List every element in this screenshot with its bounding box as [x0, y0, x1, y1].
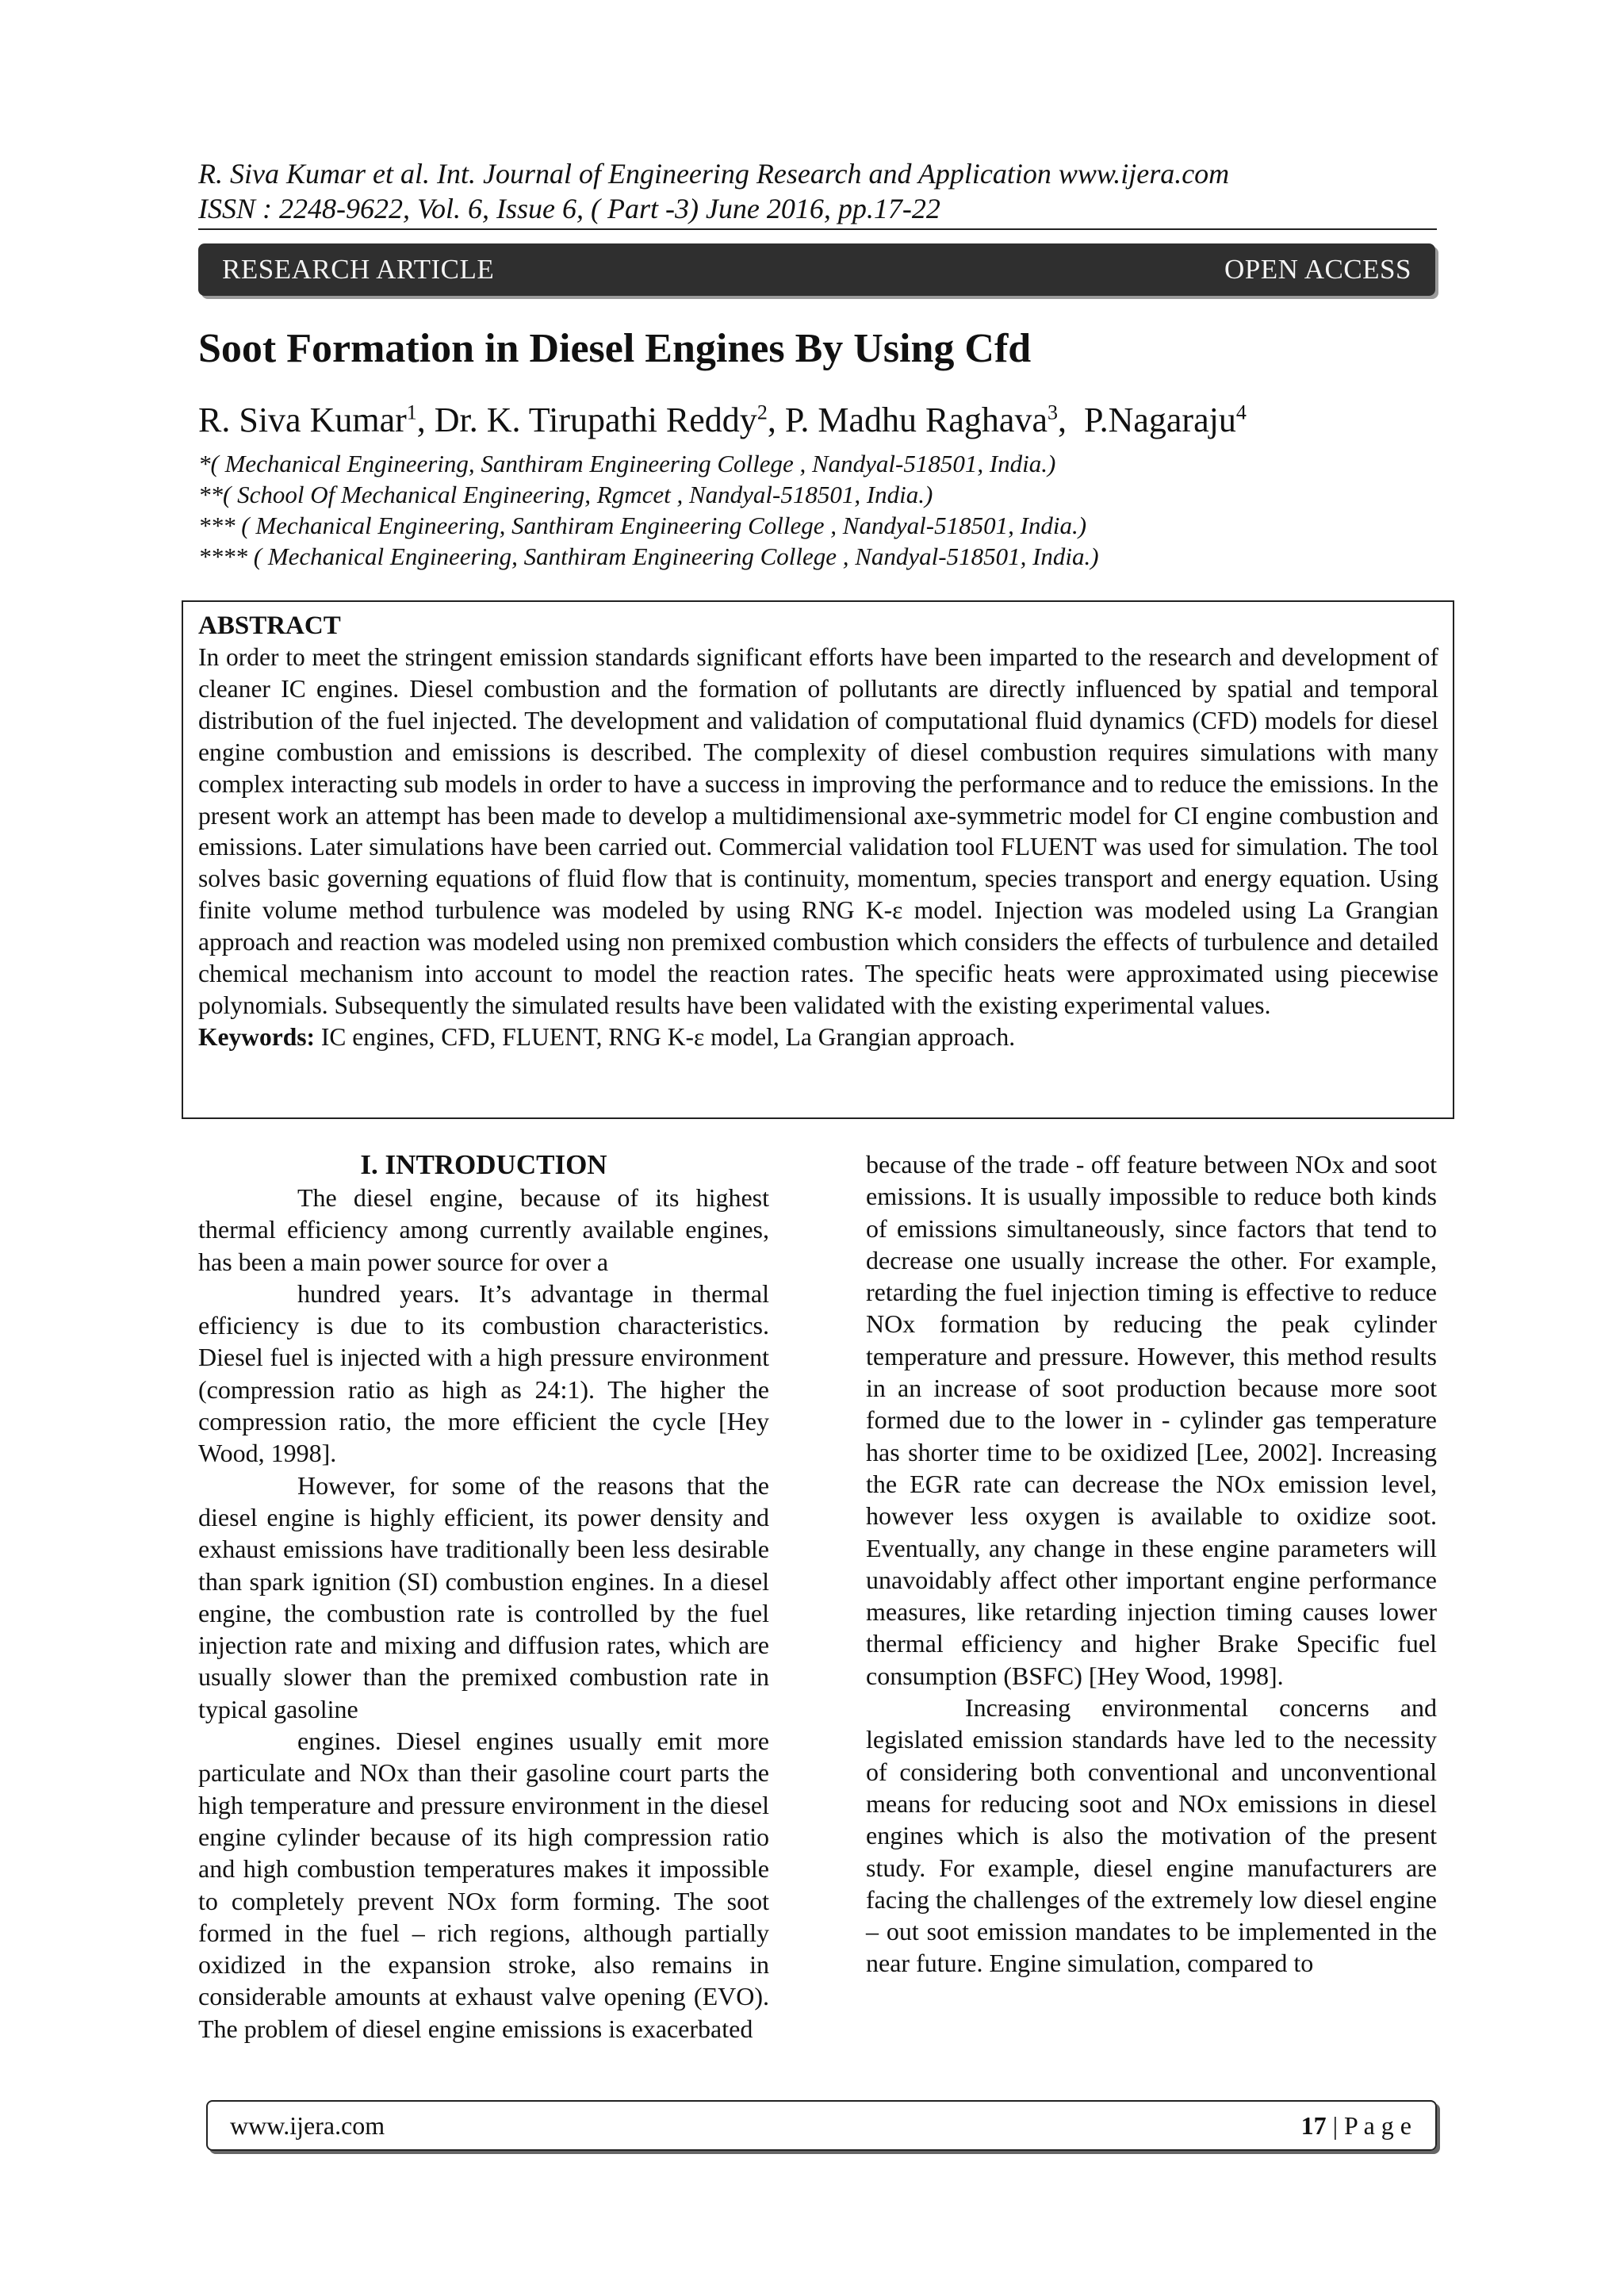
author-list [198, 397, 1247, 444]
author-separator: , [767, 401, 785, 439]
journal-header-line-1: R. Siva Kumar et al. Int. Journal of Engineering Research and Application www.ijera.com [198, 158, 1230, 190]
journal-header-line-2: ISSN : 2248-9622, Vol. 6, Issue 6, ( Part -3) June 2016, pp.17-22 [198, 193, 940, 224]
affiliation-list [198, 448, 1099, 572]
article-type-banner [198, 243, 1435, 296]
paragraph: because of the trade - off feature between NOx and soot emissions. It is usually impossible to reduce both kinds of emissions simultaneously, since factors that tend to decrease one usually increase the other. For example, retarding the fuel injection timing is effective to reduce NOx formation by reducing the peak cylinder temperature and pressure. However, this method results in an increase of soot production because more soot formed due to the lower in - cylinder gas temperature has shorter time to be oxidized [Lee, 2002]. Increasing the EGR rate can decrease the NOx emission level, however less oxygen is available to oxidize soot. Eventually, any change in these engine parameters will unavoidably affect other important engine performance measures, like retarding injection timing causes lower thermal efficiency and higher Brake Specific fuel consumption (BSFC) [Hey Wood, 1998]. [866, 1150, 1437, 1690]
abstract-box [182, 600, 1454, 1119]
author-affiliation-mark: 4 [1235, 401, 1247, 424]
author-name: R. Siva Kumar [198, 401, 407, 439]
author-name: P. Madhu Raghava [784, 401, 1048, 439]
affiliation-2: **( School Of Mechanical Engineering, Rgmcet , Nandyal-518501, India.) [198, 481, 933, 508]
affiliation-3: *** ( Mechanical Engineering, Santhiram Engineering College , Nandyal-518501, India.) [198, 512, 1087, 539]
keywords-text: IC engines, CFD, FLUENT, RNG K-ε model, La Grangian approach. [314, 1022, 1016, 1051]
abstract-body: In order to meet the stringent emission standards significant efforts have been imparted to the research and development of cleaner IC engines. Diesel combustion and the formation of pollutants are directly influenced by spatial and temporal distribution of the fuel injected. The development and validation of computational fluid dynamics (CFD) models for diesel engine combustion and emissions is described. The complexity of diesel combustion requires simulations with many complex interacting sub models in order to have a success in improving the performance and to reduce the emissions. In the present work an attempt has been made to develop a multidimensional axe-symmetric model for CI engine combustion and emissions. Later simulations have been carried out. Commercial validation tool FLUENT was used for simulation. The tool solves basic governing equations of fluid flow that is continuity, momentum, species transport and energy equation. Using finite volume method turbulence was modeled by using RNG K-ε model. Injection was modeled using La Grangian approach and reaction was modeled using non premixed combustion which considers the effects of turbulence and detailed chemical mechanism into account to model the reaction rates. The specific heats were approximated using piecewise polynomials. Subsequently the simulated results have been validated with the existing experimental values. [198, 643, 1438, 1019]
affiliation-1: *( Mechanical Engineering, Santhiram Engineering College , Nandyal-518501, India.) [198, 450, 1056, 477]
page-footer [206, 2100, 1437, 2151]
paragraph: Increasing environmental concerns and legislated emission standards have led to the necessity of considering both conventional and unconventional means for reducing soot and NOx emissions in diesel engines which is also the motivation of the present study. For example, diesel engine manufacturers are facing the challenges of the extremely low diesel engine – out soot emission mandates to be implemented in the near future. Engine simulation, compared to [866, 1693, 1437, 1978]
author-affiliation-mark: 2 [756, 401, 768, 424]
page-number-suffix: | P a g e [1326, 2110, 1411, 2140]
page-number [1301, 2111, 1411, 2141]
paragraph: The diesel engine, because of its highest thermal efficiency among currently available engines, has been a main power source for over a [198, 1183, 769, 1276]
header-rule [198, 228, 1437, 230]
open-access-label: OPEN ACCESS [1224, 254, 1411, 285]
author-affiliation-mark: 1 [406, 401, 417, 424]
left-column [198, 1148, 769, 2045]
affiliation-4: **** ( Mechanical Engineering, Santhiram Engineering College , Nandyal-518501, India.) [198, 542, 1099, 570]
section-title-introduction: I. INTRODUCTION [360, 1149, 607, 1180]
author-name: Dr. K. Tirupathi Reddy [434, 401, 757, 439]
paragraph: hundred years. It’s advantage in thermal efficiency is due to its combustion characteristics. Diesel fuel is injected with a high pressure environment (compression ratio as high as 24:1). The higher the compression ratio, the more efficient the cycle [Hey Wood, 1998]. [198, 1278, 769, 1468]
footer-website: www.ijera.com [230, 2110, 385, 2140]
abstract-heading: ABSTRACT [198, 611, 341, 640]
paragraph: However, for some of the reasons that the diesel engine is highly efficient, its power density and exhaust emissions have traditionally been less desirable than spark ignition (SI) combustion engines. In a diesel engine, the combustion rate is controlled by the fuel injection rate and mixing and diffusion rates, which are usually slower than the premixed combustion rate in typical gasoline [198, 1470, 769, 1723]
research-article-label: RESEARCH ARTICLE [222, 254, 495, 285]
author-separator: , [1058, 401, 1084, 439]
paper-title: Soot Formation in Diesel Engines By Using Cfd [198, 326, 1032, 371]
right-column [866, 1148, 1437, 1980]
keywords-label: Keywords: [198, 1022, 315, 1051]
keywords-line [198, 1022, 1438, 1053]
page-number-value: 17 [1300, 2110, 1327, 2140]
author-affiliation-mark: 3 [1048, 401, 1058, 424]
paragraph: engines. Diesel engines usually emit more particulate and NOx than their gasoline court parts the high temperature and pressure environment in the diesel engine cylinder because of its high compression ratio and high combustion temperatures makes it impossible to completely prevent NOx form forming. The soot formed in the fuel – rich regions, although partially oxidized in the expansion stroke, also remains in considerable amounts at exhaust valve opening (EVO). The problem of diesel engine emissions is exacerbated [198, 1727, 769, 2043]
author-name: P.Nagaraju [1084, 401, 1236, 439]
author-separator: , [416, 401, 435, 439]
